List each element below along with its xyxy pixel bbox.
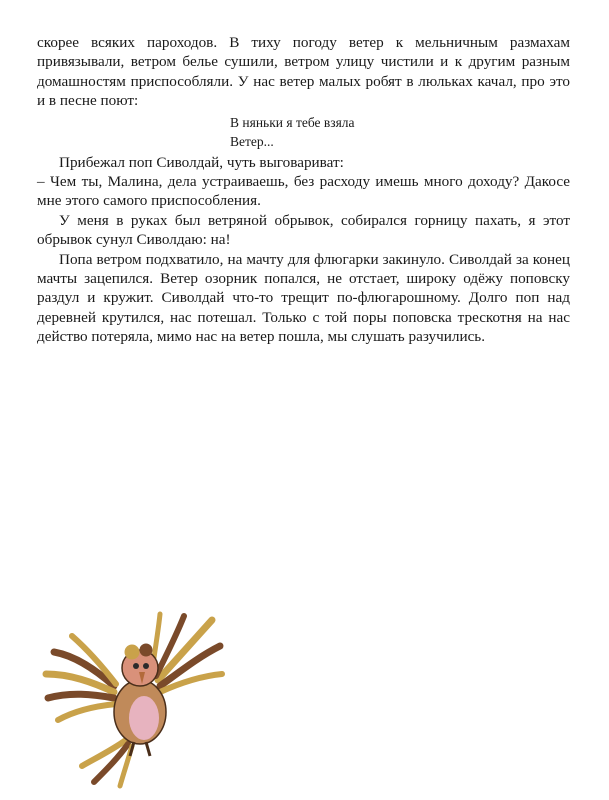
paragraph-5: Попа ветром подхватило, на мачту для флюгарки закинуло. Сиволдай за конец мачты зацепился. Ветер озорник попался, не отстает, широку одёжу поповску раздул и кружит. Сиволдай что-то трещит по-флюгарошному. Долго поп над деревней крутился, нас потешал. Только с той поры поповска трескотня на нас действо потеряла, мимо нас на ветер пошла, мы слушать разучились. <box>37 250 570 346</box>
bird-eye <box>133 663 139 669</box>
bird-eye-2 <box>143 663 149 669</box>
body-text <box>37 33 570 347</box>
left-wing <box>46 636 116 720</box>
bird-crest-2 <box>140 644 152 656</box>
verse-quote <box>230 113 570 151</box>
bird-illustration <box>36 600 226 790</box>
paragraph-1: скорее всяких пароходов. В тиху погоду ветер к мельничным размахам привязывали, ветром белье сушили, ветром улицу чистили и к другим разным домашностям приспособляли. У нас ветер малых робят в люльках качал, про это и в песне поют: <box>37 34 570 110</box>
paragraph-2: Прибежал поп Сиволдай, чуть выговариват: <box>59 153 344 171</box>
verse-line-2: Ветер... <box>230 133 274 149</box>
paragraph-4: У меня в руках был ветряной обрывок, собирался горницу пахать, я этот обрывок сунул Сиволдаю: на! <box>37 211 570 249</box>
paragraph-3: – Чем ты, Малина, дела устраиваешь, без расходу имешь много доходу? Дакосе мне этого самого приспособления. <box>37 173 570 210</box>
verse-line-1: В няньки я тебе взяла <box>230 114 355 130</box>
bird-crest <box>125 645 139 659</box>
tail <box>82 740 132 786</box>
right-wing <box>152 614 222 692</box>
bird-belly <box>129 696 159 740</box>
